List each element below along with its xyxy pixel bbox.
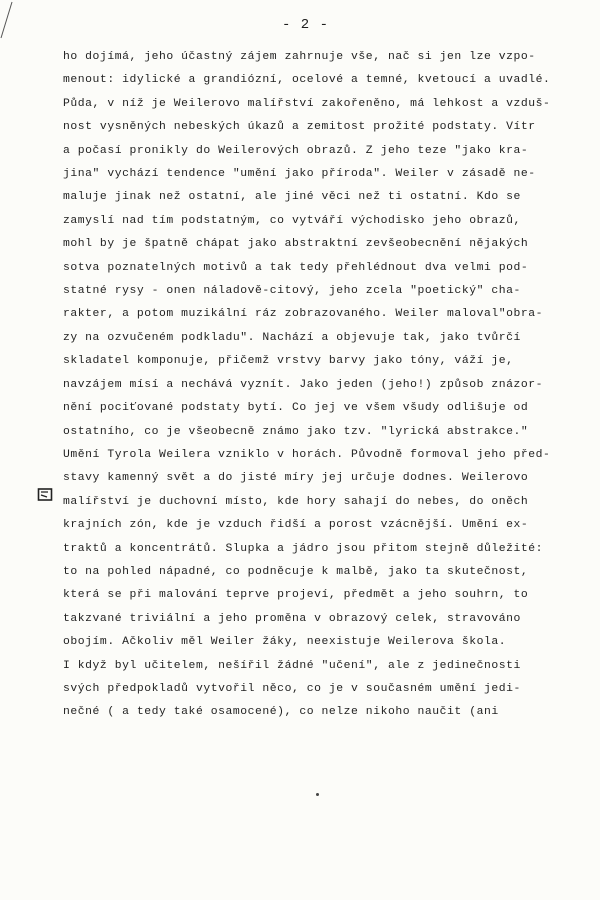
text-line: svých předpokladů vytvořil něco, co je v současném umění jedi- bbox=[63, 682, 521, 695]
text-line: statné rysy - onen náladově-citový, jeho zcela "poetický" cha- bbox=[63, 285, 521, 298]
paragraph-margin-mark-icon bbox=[37, 487, 54, 502]
text-line: krajních zón, kde je vzduch řidší a porost vzácnější. Umění ex- bbox=[63, 519, 529, 532]
text-line: stavy kamenný svět a do jisté míry jej určuje dodnes. Weilerovo bbox=[63, 472, 529, 485]
text-line: rakter, a potom muzikální ráz zobrazovaného. Weiler maloval"obra- bbox=[63, 308, 544, 321]
text-line: sotva poznatelných motivů a tak tedy přehlédnout dva velmi pod- bbox=[63, 261, 529, 274]
text-line: ho dojímá, jeho účastný zájem zahrnuje vše, nač si jen lze vzpo- bbox=[63, 51, 536, 63]
text-line: to na pohled nápadné, co podněcuje k malbě, jako ta skutečnost, bbox=[63, 565, 529, 578]
text-line: zy na ozvučeném podkladu". Nachází a objevuje tak, jako tvůrčí bbox=[63, 331, 521, 344]
text-line: a počasí pronikly do Weilerových obrazů. Z jeho teze "jako kra- bbox=[63, 144, 529, 157]
text-line: menout: idylické a grandiózní, ocelové a temné, kvetoucí a uvadlé. bbox=[63, 74, 551, 87]
text-line: nečné ( a tedy také osamocené), co nelze nikoho naučit (ani bbox=[63, 706, 499, 719]
text-line: maluje jinak než ostatní, ale jiné věci než ti ostatní. Kdo se bbox=[63, 191, 521, 204]
text-line: obojím. Ačkoliv měl Weiler žáky, neexistuje Weilerova škola. bbox=[63, 636, 507, 649]
text-line: Půda, v níž je Weilerovo malířství zakořeněno, má lehkost a vzduš- bbox=[63, 97, 551, 110]
text-line: traktů a koncentrátů. Slupka a jádro jsou přitom stejně důležité: bbox=[63, 542, 544, 555]
text-line: nost vysněných nebeských úkazů a zemitost prožité podstaty. Vítr bbox=[63, 121, 536, 134]
text-line: mohl by je špatně chápat jako abstraktní zevšeobecnění nějakých bbox=[63, 238, 529, 251]
text-line: ostatního, co je všeobecně známo jako tzv. "lyrická abstrakce." bbox=[63, 425, 529, 438]
text-line: skladatel komponuje, přičemž vrstvy barvy jako tóny, váží je, bbox=[63, 355, 514, 368]
typewritten-text-body bbox=[63, 46, 600, 725]
stray-ink-dot bbox=[316, 793, 319, 796]
text-line: zamyslí nad tím podstatným, co vytváří východisko jeho obrazů, bbox=[63, 214, 521, 227]
text-line: jina" vychází tendence "umění jako příroda". Weiler v zásadě ne- bbox=[63, 168, 536, 181]
text-line: nění pociťované podstaty bytí. Co jej ve všem všudy odlišuje od bbox=[63, 402, 529, 415]
text-line: takzvané triviální a jeho proměna v obrazový celek, stravováno bbox=[63, 612, 521, 625]
page-number: - 2 - bbox=[282, 17, 330, 33]
text-line: malířství je duchovní místo, kde hory sahají do nebes, do oněch bbox=[63, 495, 529, 508]
paragraph-start-line: Umění Tyrola Weilera vzniklo v horách. Původně formoval jeho před- bbox=[63, 448, 551, 461]
text-line: navzájem mísí a nechává vyznít. Jako jeden (jeho!) způsob znázor- bbox=[63, 378, 544, 391]
text-line: která se při malování teprve projeví, předmět a jeho souhrn, to bbox=[63, 589, 529, 602]
corner-scratch-mark bbox=[0, 0, 20, 40]
text-line: I když byl učitelem, nešířil žádné "učení", ale z jedinečnosti bbox=[63, 659, 521, 672]
